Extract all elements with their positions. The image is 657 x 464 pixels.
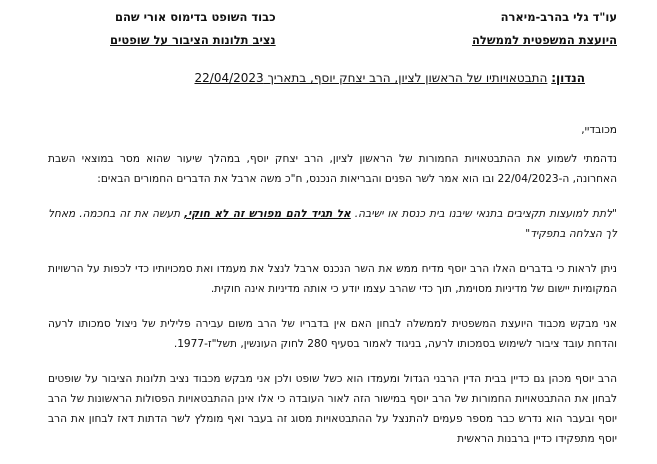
paragraph-5: הרב יוסף מכהן גם כדיין בבית הדין הרבני הגדול ומעמדו הוא כשל שופט ולכן אני מבקש מכבוד נציב תלונות הציבור על שופטים לבחון את ההתבטאויות החמורות של הרב יוסף במישור הזה לאור העובדה כי אלו אינן ההתבטאויות הפסולות הראשונות של הרב יוסף ובעבר הוא נדרש כבר מספר פעמים להתנצל על ההתבטאויות מסוג זה בעבר ואף מומלץ לשר הדתות דאז לבחון את הרב יוסף מתפקידו כדיין ברבנות הראשית	[48, 373, 617, 445]
recipient-name: כבוד השופט בדימוס אורי שהם	[114, 10, 276, 24]
quote-end: תעשה את זה בחכמה. מאחל לך הצלחה בתפקיד"	[48, 208, 617, 240]
recipient-block	[110, 6, 276, 52]
sender-name: עו"ד גלי בהרב-מיארה	[500, 10, 617, 24]
subject-text: התבטאויותיו של הראשון לציון, הרב יצחק יוסף, בתאריך 22/04/2023	[194, 71, 548, 85]
subject-label: הנדון:	[551, 71, 585, 85]
quote-start: "לתת למועצות תקציבים בתנאי שיבנו בית כנסת או ישיבה.	[350, 208, 617, 220]
sender-title: היועצת המשפטית לממשלה	[471, 33, 617, 47]
paragraph-3: ניתן לראות כי בדברים האלו הרב יוסף מדיח ממש את השר הנכנס ארבל לנצל את מעמדו ואת סמכויותיו כדי לכפות על הרשויות המקומיות יישום של מדיניות מסוימת, תוך כדי שהרב עצמו יודע כי אותה מדיניות אינה חוקית.	[48, 263, 617, 295]
quote-emphasis: אל תגיד להם מפורש זה לא חוקי,	[184, 208, 351, 220]
letter-body	[48, 120, 617, 464]
paragraph-4: אני מבקש מכבוד היועצת המשפטית לממשלה לבחון האם אין בדבריו של הרב משום עבירה פלילית של ניצול סמכותו לרעה והדחת עובד ציבור לשימוש בסמכותו לרעה, בניגוד לאמור בסעיף 280 לחוק העונשין, תשל"ז-1977.	[48, 318, 617, 350]
subject-line	[40, 69, 585, 87]
recipient-title: נציב תלונות הציבור על שופטים	[110, 33, 276, 47]
greeting: מכובדיי,	[581, 124, 617, 136]
sender-block	[472, 6, 617, 52]
paragraph-1: נדהמתי לשמוע את ההתבטאויות החמורות של הראשון לציון, הרב יצחק יוסף, במהלך שיעור שהוא מסר במוצאי השבת האחרונה, ה-22/04/2023 ובו הוא אמר לשר הפנים והבריאות הנכנס, ח"כ משה ארבל את הדברים החמורים הבאים:	[48, 153, 617, 185]
quote-paragraph	[48, 204, 617, 244]
